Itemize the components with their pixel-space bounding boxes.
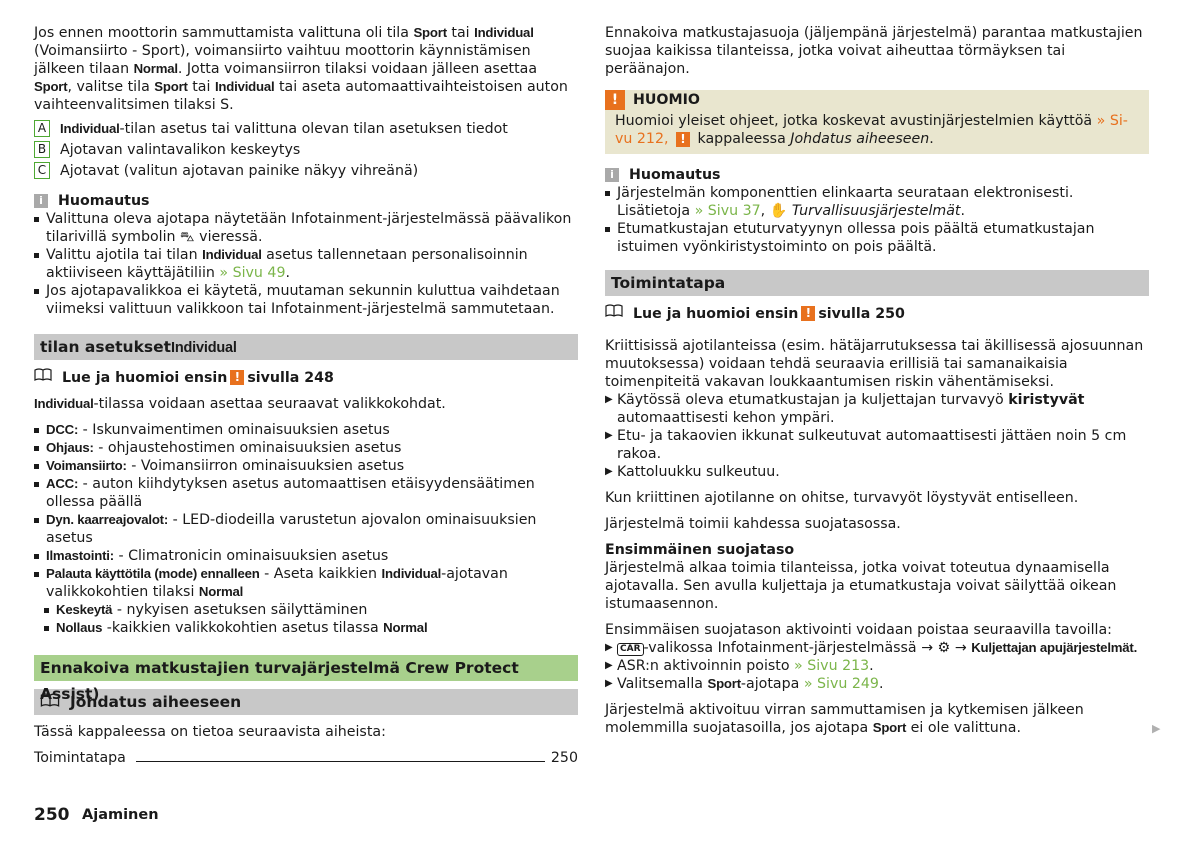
text-segment: , valitse tila <box>67 79 155 95</box>
text-segment: Sport <box>34 79 68 94</box>
text-segment: Kattoluukku sulkeutuu. <box>617 464 780 480</box>
text-segment: Huomioi yleiset ohjeet, jotka koskevat avustinjärjestelmien käyttöä <box>615 113 1097 129</box>
text-segment: → <box>950 640 972 656</box>
text-segment: Johdatus aiheeseen <box>790 131 930 147</box>
note-heading <box>34 192 578 210</box>
text-segment: - auton kiihdytyksen asetus automaattisen etäisyydensäätimen ollessa päällä <box>46 476 535 510</box>
text-segment: . <box>960 203 965 219</box>
info-icon: i <box>605 168 619 182</box>
toc-page: 250 <box>550 750 578 766</box>
list-item <box>34 421 578 439</box>
text-segment: Ilmastointi: <box>46 548 114 563</box>
text-segment: Käytössä oleva etumatkustajan ja kuljettajan turvavyö <box>617 392 1009 408</box>
section-heading-individual <box>34 334 578 360</box>
book-icon <box>34 368 52 387</box>
text-segment: Individual <box>202 247 262 262</box>
text-segment: ACC: <box>46 476 79 491</box>
cross-reference-link[interactable]: » Sivu 213 <box>794 658 870 674</box>
text-segment: Palauta käyttötila (mode) ennalleen <box>46 566 260 581</box>
after-critical: Kun kriittinen ajotilanne on ohitse, turvavyöt löystyvät entiselleen. <box>605 490 1079 506</box>
text-segment: -tilassa voidaan asettaa seuraavat valikkokohdat. <box>93 396 446 412</box>
cross-reference-link[interactable]: » Sivu 37 <box>694 203 761 219</box>
note-heading <box>605 166 1149 184</box>
section-heading-crew-protect <box>34 655 578 681</box>
text-segment: -valikossa Infotainment-järjestelmässä → <box>643 640 938 656</box>
info-icon: i <box>34 194 48 208</box>
level1-body: Järjestelmä alkaa toimia tilanteissa, jotka voivat toteutua dynaamisella ajotavalla. Sen avulla kuljettaja ja etumatkustaja voivat säilyttää oikean istumaasennon. <box>605 560 1117 612</box>
text-segment: ei ole valittuna. <box>906 720 1021 736</box>
text-segment: tai <box>187 79 215 95</box>
book-icon <box>40 690 60 716</box>
text-segment: tai <box>446 25 475 41</box>
text-segment: Normal <box>383 620 428 635</box>
actions-list <box>605 391 1149 481</box>
warning-heading <box>605 90 1149 110</box>
list-item <box>34 511 578 547</box>
text-segment: Turvallisuusjärjestelmät <box>791 203 961 219</box>
text-segment: Jos ennen moottorin sammuttamista valittuna oli tila <box>34 25 414 41</box>
left-column <box>34 24 578 767</box>
sub-list-item <box>34 619 578 637</box>
legend-letter-a: A <box>34 120 50 137</box>
text-segment: Nollaus <box>56 620 103 635</box>
text-segment: Individual <box>60 121 120 136</box>
legend-item-c <box>34 162 578 180</box>
list-item <box>34 475 578 511</box>
note-title: Huomautus <box>58 193 150 209</box>
text-segment: Dyn. kaarreajovalot: <box>46 512 169 527</box>
legend-list <box>34 120 578 180</box>
text-segment: . <box>285 265 290 281</box>
toc-entry[interactable] <box>34 749 578 767</box>
text-segment: DCC: <box>46 422 79 437</box>
warning-body <box>605 110 1149 154</box>
text-segment: Individual <box>214 79 275 94</box>
text-segment: Voimansiirto: <box>46 458 127 473</box>
text-segment: ! <box>676 132 690 147</box>
legend-letter-b: B <box>34 141 50 158</box>
text-segment: Individual <box>34 396 94 411</box>
warning-title: HUOMIO <box>633 92 700 108</box>
text-segment: -ajotavan valikkokohtien tilaksi <box>46 566 508 600</box>
text-segment: Sport <box>413 25 447 40</box>
text-segment: - Climatronicin ominaisuuksien asetus <box>113 548 389 564</box>
legend-item-b <box>34 141 578 159</box>
note-item <box>605 220 1149 256</box>
text-segment: . <box>929 131 934 147</box>
footer-section: Ajaminen <box>82 807 159 823</box>
level1-title: Ensimmäinen suojataso <box>605 542 795 558</box>
text-segment: kiristyvät <box>1008 392 1085 408</box>
cross-reference-link[interactable]: » Sivu 249 <box>803 676 879 692</box>
note-list <box>605 184 1149 256</box>
section-heading-intro <box>34 689 578 715</box>
read-first-page[interactable]: sivulla 250 <box>818 305 905 322</box>
note-item <box>605 184 1149 220</box>
text-segment: . Jotta voimansiirron tilaksi voidaan jälleen asettaa <box>177 61 538 77</box>
text-segment: Sport <box>707 676 741 691</box>
note-item <box>34 246 578 282</box>
topics-intro: Tässä kappaleessa on tietoa seuraavista aiheista: <box>34 724 386 740</box>
text-segment <box>669 131 674 147</box>
text-segment: Ohjaus: <box>46 440 94 455</box>
deactivate-intro: Ensimmäisen suojatason aktivointi voidaan poistaa seuraavilla tavoilla: <box>605 622 1112 638</box>
cross-reference-link[interactable]: ✋ <box>769 203 788 219</box>
text-segment: Valitsemalla <box>617 676 708 692</box>
menu-list <box>34 421 578 637</box>
legend-item-a <box>34 120 578 138</box>
text-segment: Individual <box>474 25 534 40</box>
legend-text-a <box>60 120 508 138</box>
text-segment: kappaleessa <box>693 131 791 147</box>
text-segment: (Voimansiirto - Sport), voimansiirto vaihtuu moottorin käynnistämisen jälkeen tilaan <box>34 43 531 77</box>
text-segment: Järjestelmä aktivoituu virran sammuttamisen ja kytkemisen jälkeen molemmilla suojatasoilla, jos ajotapa <box>605 702 1084 736</box>
crew-protect-intro: Ennakoiva matkustajasuoja (jäljempänä järjestelmä) parantaa matkustajien suojaa kaikissa tilanteissa, jotka voivat aiheuttaa törmäyksen tai peräänajon. <box>605 25 1143 77</box>
text-segment: Individual <box>381 566 442 581</box>
list-item <box>34 547 578 565</box>
text-segment: ⛍ <box>180 229 195 245</box>
text-segment: - LED-diodeilla varustetun ajovalon ominaisuuksien asetus <box>46 512 537 546</box>
read-first-text: Lue ja huomioi ensin <box>62 369 228 386</box>
critical-intro: Kriittisissä ajotilanteissa (esim. hätäjarrutuksessa tai äkillisessä ajosuunnan muutoksessa) voidaan tehdä seuraavia erillisiä tai samanaikaisia toimenpiteitä vakavan loukkaantumisen riskin vähentämiseksi. <box>605 338 1144 390</box>
text-segment: vieressä. <box>194 229 263 245</box>
note-title: Huomautus <box>629 167 721 183</box>
cross-reference-link[interactable]: » Sivu 49 <box>219 265 286 281</box>
sub-list-item <box>34 601 578 619</box>
list-item <box>34 565 578 601</box>
section-heading-text: Toimintatapa <box>611 274 726 292</box>
book-icon <box>605 304 623 323</box>
text-segment: CAR <box>617 643 644 656</box>
section-heading-text: Johdatus aiheeseen <box>70 693 242 711</box>
text-segment: - ohjaustehostimen ominaisuuksien asetus <box>93 440 402 456</box>
text-segment: Valittuna oleva ajotapa näytetään Infotainment-järjestelmässä päävalikon tilarivillä symbolin <box>46 211 572 245</box>
legend-text-c <box>60 162 418 180</box>
text-segment: Ajotavan valintavalikon keskeytys <box>60 142 301 158</box>
section-heading-text: Ennakoiva matkustajien turvajärjestelmä Crew Protect <box>40 659 519 677</box>
section-heading-text: tilan asetukset <box>40 338 172 356</box>
section-heading-cond: Individual <box>171 340 237 356</box>
individual-intro <box>34 395 578 413</box>
text-segment: Etumatkustajan etuturvatyynyn ollessa pois päältä etumatkustajan istuimen vyönkiristystoiminto on pois päältä. <box>617 221 1095 255</box>
toc-leader <box>136 761 545 762</box>
next-page-arrow-icon: ▶ <box>1152 722 1161 735</box>
text-segment: Ajotavat (valitun ajotavan painike näkyy vihreänä) <box>60 163 419 179</box>
text-segment: - nykyisen asetuksen säilyttäminen <box>112 602 368 618</box>
text-segment: Etu- ja takaovien ikkunat sulkeutuvat automaattisesti jättäen noin 5 cm rakoa. <box>617 428 1127 462</box>
text-segment: automaattisesti kehon ympäri. <box>617 410 835 426</box>
text-segment: . <box>878 676 884 692</box>
list-item <box>34 439 578 457</box>
text-segment: -ajotapa <box>740 676 804 692</box>
list-item <box>34 457 578 475</box>
text-segment: - Iskunvaimentimen ominaisuuksien asetus <box>78 422 390 438</box>
right-column <box>605 24 1149 737</box>
read-first-page[interactable]: sivulla 248 <box>247 369 334 386</box>
note-item <box>34 210 578 246</box>
legend-text-b <box>60 141 300 159</box>
text-segment: Keskeytä <box>56 602 113 617</box>
text-segment: , <box>760 203 770 219</box>
text-segment: . <box>869 658 874 674</box>
warning-icon: ! <box>801 306 815 321</box>
list-item: ▶ Käytössä oleva etumatkustajan ja kuljettajan turvavyö kiristyvät automaattisesti kehon ympäri. <box>605 392 1085 426</box>
text-segment: Normal <box>198 584 244 599</box>
final-paragraph <box>605 701 1149 737</box>
text-segment: tai aseta automaattivaihteistoisen auton vaihteenvalitsimen tilaksi S. <box>34 79 568 113</box>
list-item: ▶ Valitsemalla Sport-ajotapa » Sivu 249. <box>605 676 884 692</box>
text-segment: -kaikkien valikkokohtien asetus tilassa <box>102 620 384 636</box>
intro-paragraph <box>34 24 578 114</box>
read-first-text: Lue ja huomioi ensin <box>633 305 799 322</box>
cross-reference-link[interactable]: » Sivu 212, <box>615 113 1128 147</box>
text-segment: Järjestelmän komponenttien elinkaarta seurataan elektronisesti. Lisätietoja <box>617 185 1074 219</box>
text-segment: -tilan asetus tai valittuna olevan tilan asetuksen tiedot <box>119 121 508 137</box>
text-segment: - Voimansiirron ominaisuuksien asetus <box>126 458 405 474</box>
read-first-line <box>605 304 1149 323</box>
toc-label: Toimintatapa <box>34 750 126 766</box>
warning-icon: ! <box>605 90 625 110</box>
text-segment: asetus tallennetaan personalisoinnin aktiiviseen käyttäjätiliin <box>46 247 528 281</box>
text-segment: ASR:n aktivoinnin poisto <box>617 658 795 674</box>
warning-box <box>605 90 1149 154</box>
text-segment: Normal <box>133 61 178 76</box>
text-segment: Sport <box>154 79 188 94</box>
deactivate-list <box>605 639 1149 693</box>
list-item: ▶ Kattoluukku sulkeutuu. <box>605 464 780 480</box>
text-segment: ⚙ <box>937 640 951 656</box>
text-segment: - Aseta kaikkien <box>259 566 382 582</box>
two-levels: Järjestelmä toimii kahdessa suojatasossa. <box>605 516 901 532</box>
text-segment: Jos ajotapavalikkoa ei käytetä, muutaman sekunnin kuluttua vaihdetaan viimeksi valittuun valikkoon tai Infotainment-järjestelmä sammutetaan. <box>46 283 560 317</box>
warning-icon: ! <box>230 370 244 385</box>
section-heading-toimintatapa <box>605 270 1149 296</box>
page-number: 250 <box>34 805 70 825</box>
read-first-line <box>34 368 578 387</box>
list-item: ▶ ASR:n aktivoinnin poisto » Sivu 213. <box>605 658 874 674</box>
text-segment: Kuljettajan apujärjestelmät. <box>971 640 1138 655</box>
note-list <box>34 210 578 318</box>
text-segment: Sport <box>872 720 907 735</box>
list-item: ▶ CAR -valikossa Infotainment-järjestelmässä → ⚙ → Kuljettajan apujärjestelmät. <box>605 640 1138 656</box>
legend-letter-c: C <box>34 162 50 179</box>
text-segment: Valittu ajotila tai tilan <box>46 247 203 263</box>
list-item: ▶ Etu- ja takaovien ikkunat sulkeutuvat automaattisesti jättäen noin 5 cm rakoa. <box>605 428 1127 462</box>
note-item <box>34 282 578 318</box>
